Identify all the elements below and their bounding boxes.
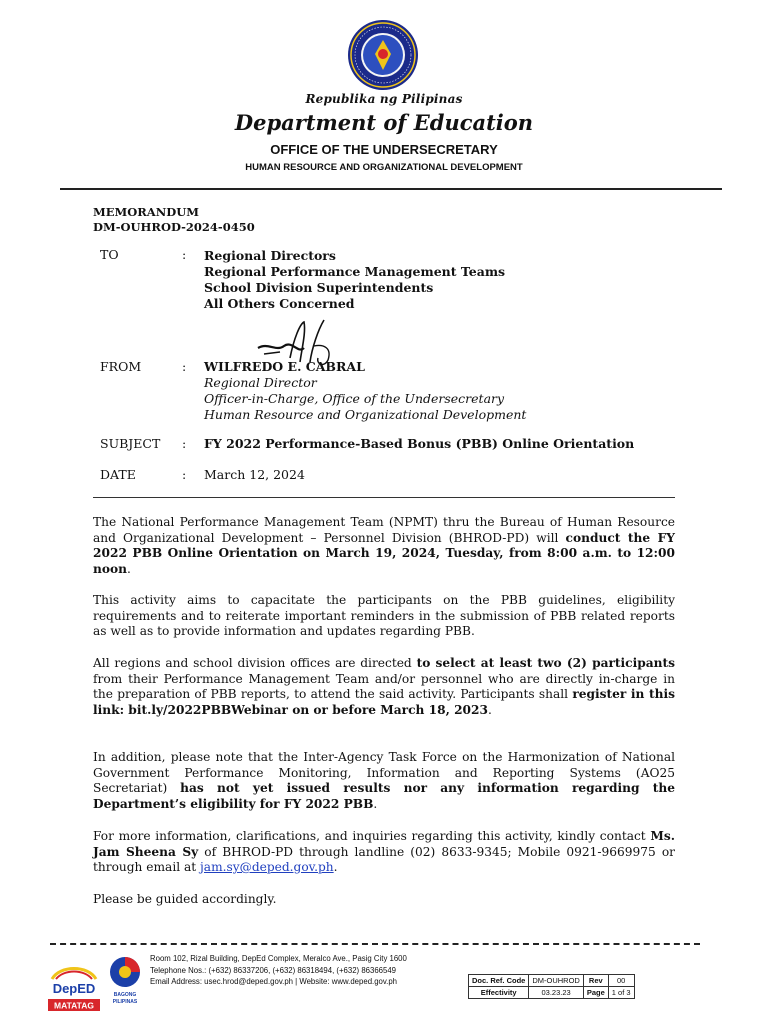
table-row	[469, 987, 635, 999]
recipient: All Others Concerned	[204, 296, 355, 311]
page-label: Page	[583, 987, 608, 999]
paragraph-ao25-notice: In addition, please note that the Inter-Agency Task Force on the Harmonization of National Government Performance Monitoring, Information and Reporting Systems (AO25 Secretariat) has not yet issued results nor any information regarding the Department’s eligibility for FY 2022 PBB.	[93, 750, 675, 811]
document-reference-table	[468, 974, 635, 999]
subject-text: FY 2022 Performance-Based Bonus (PBB) Online Orientation	[204, 436, 635, 451]
docref-value: DM-OUHROD	[529, 975, 584, 987]
registration-link-text: register in this link: bit.ly/2022PBBWebinar on or before March 18, 2023	[93, 687, 676, 717]
memo-number: DM-OUHROD-2024-0450	[93, 220, 255, 234]
republic-heading: Republika ng Pilipinas	[305, 92, 463, 106]
sender-name: WILFREDO E. CABRAL	[204, 359, 365, 374]
memo-divider	[93, 497, 675, 498]
recipient: Regional Directors	[204, 248, 336, 263]
from-block	[204, 359, 526, 423]
paragraph-contact: For more information, clarifications, and inquiries regarding this activity, kindly contact Ms. Jam Sheena Sy of BHROD-PD through landline (02) 8633-9345; Mobile 0921-9669975 or through email at jam.sy@deped.gov.ph.	[93, 829, 675, 874]
deped-seal-logo	[346, 18, 420, 92]
email-link[interactable]: jam.sy@deped.gov.ph	[200, 860, 334, 874]
paragraph-purpose: This activity aims to capacitate the participants on the PBB guidelines, eligibility requirements and to reiterate important reminders in the submission of PBB related reports as well as to provide information and updates regarding PBB.	[93, 593, 675, 638]
footer-contact	[150, 953, 407, 988]
svg-text:DepED: DepED	[52, 981, 96, 996]
effectivity-value: 03.23.23	[529, 987, 584, 999]
office-name: OFFICE OF THE UNDERSECRETARY	[270, 142, 498, 157]
recipient: Regional Performance Management Teams	[204, 264, 506, 279]
to-colon: :	[182, 247, 187, 262]
page-value: 1 of 3	[608, 987, 634, 999]
footer-divider	[50, 943, 700, 945]
date-colon: :	[182, 467, 187, 482]
rev-label: Rev	[583, 975, 608, 987]
svg-text:PILIPINAS: PILIPINAS	[112, 999, 138, 1005]
bagong-pilipinas-logo	[108, 950, 142, 1010]
paragraph-orientation: The National Performance Management Team (NPMT) thru the Bureau of Human Resource and Organizational Development – Personnel Division (BHROD-PD) will conduct the FY 2022 PBB Online Orientation on March 19, 2024, Tuesday, from 8:00 a.m. to 12:00 noon.	[93, 515, 675, 576]
to-label: TO	[100, 247, 119, 262]
sender-title: Officer-in-Charge, Office of the Undersecretary	[204, 391, 505, 406]
table-row	[469, 975, 635, 987]
date-value: March 12, 2024	[204, 467, 305, 482]
to-recipients	[204, 248, 505, 312]
subject-label: SUBJECT	[100, 436, 161, 451]
department-title: Department of Education	[234, 110, 534, 135]
docref-label: Doc. Ref. Code	[469, 975, 529, 987]
paragraph-participants: All regions and school division offices are directed to select at least two (2) participants from their Performance Management Team and/or personnel who are directly in-charge in the preparation of PBB reports, to attend the said activity. Participants shall register in this link: bit.ly/2022PBBWebinar on or before March 18, 2023.	[93, 656, 676, 717]
svg-text:MATATAG: MATATAG	[54, 1000, 94, 1011]
header-divider	[60, 188, 722, 190]
sender-title: Human Resource and Organizational Development	[204, 407, 527, 422]
from-colon: :	[182, 359, 187, 374]
telephone-numbers: Telephone Nos.: (+632) 86337206, (+632) 86318494, (+632) 86366549	[150, 965, 397, 975]
sender-title: Regional Director	[204, 375, 317, 390]
svg-text:BAGONG: BAGONG	[113, 992, 137, 998]
office-address: Room 102, Rizal Building, DepEd Complex, Meralco Ave., Pasig City 1600	[150, 954, 407, 963]
memo-heading	[93, 205, 255, 235]
unit-name: HUMAN RESOURCE AND ORGANIZATIONAL DEVELOPMENT	[245, 162, 523, 173]
recipient: School Division Superintendents	[204, 280, 434, 295]
from-label: FROM	[100, 359, 142, 374]
subject-colon: :	[182, 436, 187, 451]
memo-type: MEMORANDUM	[93, 205, 199, 219]
date-label: DATE	[100, 467, 136, 482]
closing-line: Please be guided accordingly.	[93, 892, 277, 906]
email-website: Email Address: usec.hrod@deped.gov.ph | Website: www.deped.gov.ph	[150, 977, 398, 986]
effectivity-label: Effectivity	[469, 987, 529, 999]
rev-value: 00	[608, 975, 634, 987]
deped-matatag-logo	[46, 955, 102, 1015]
